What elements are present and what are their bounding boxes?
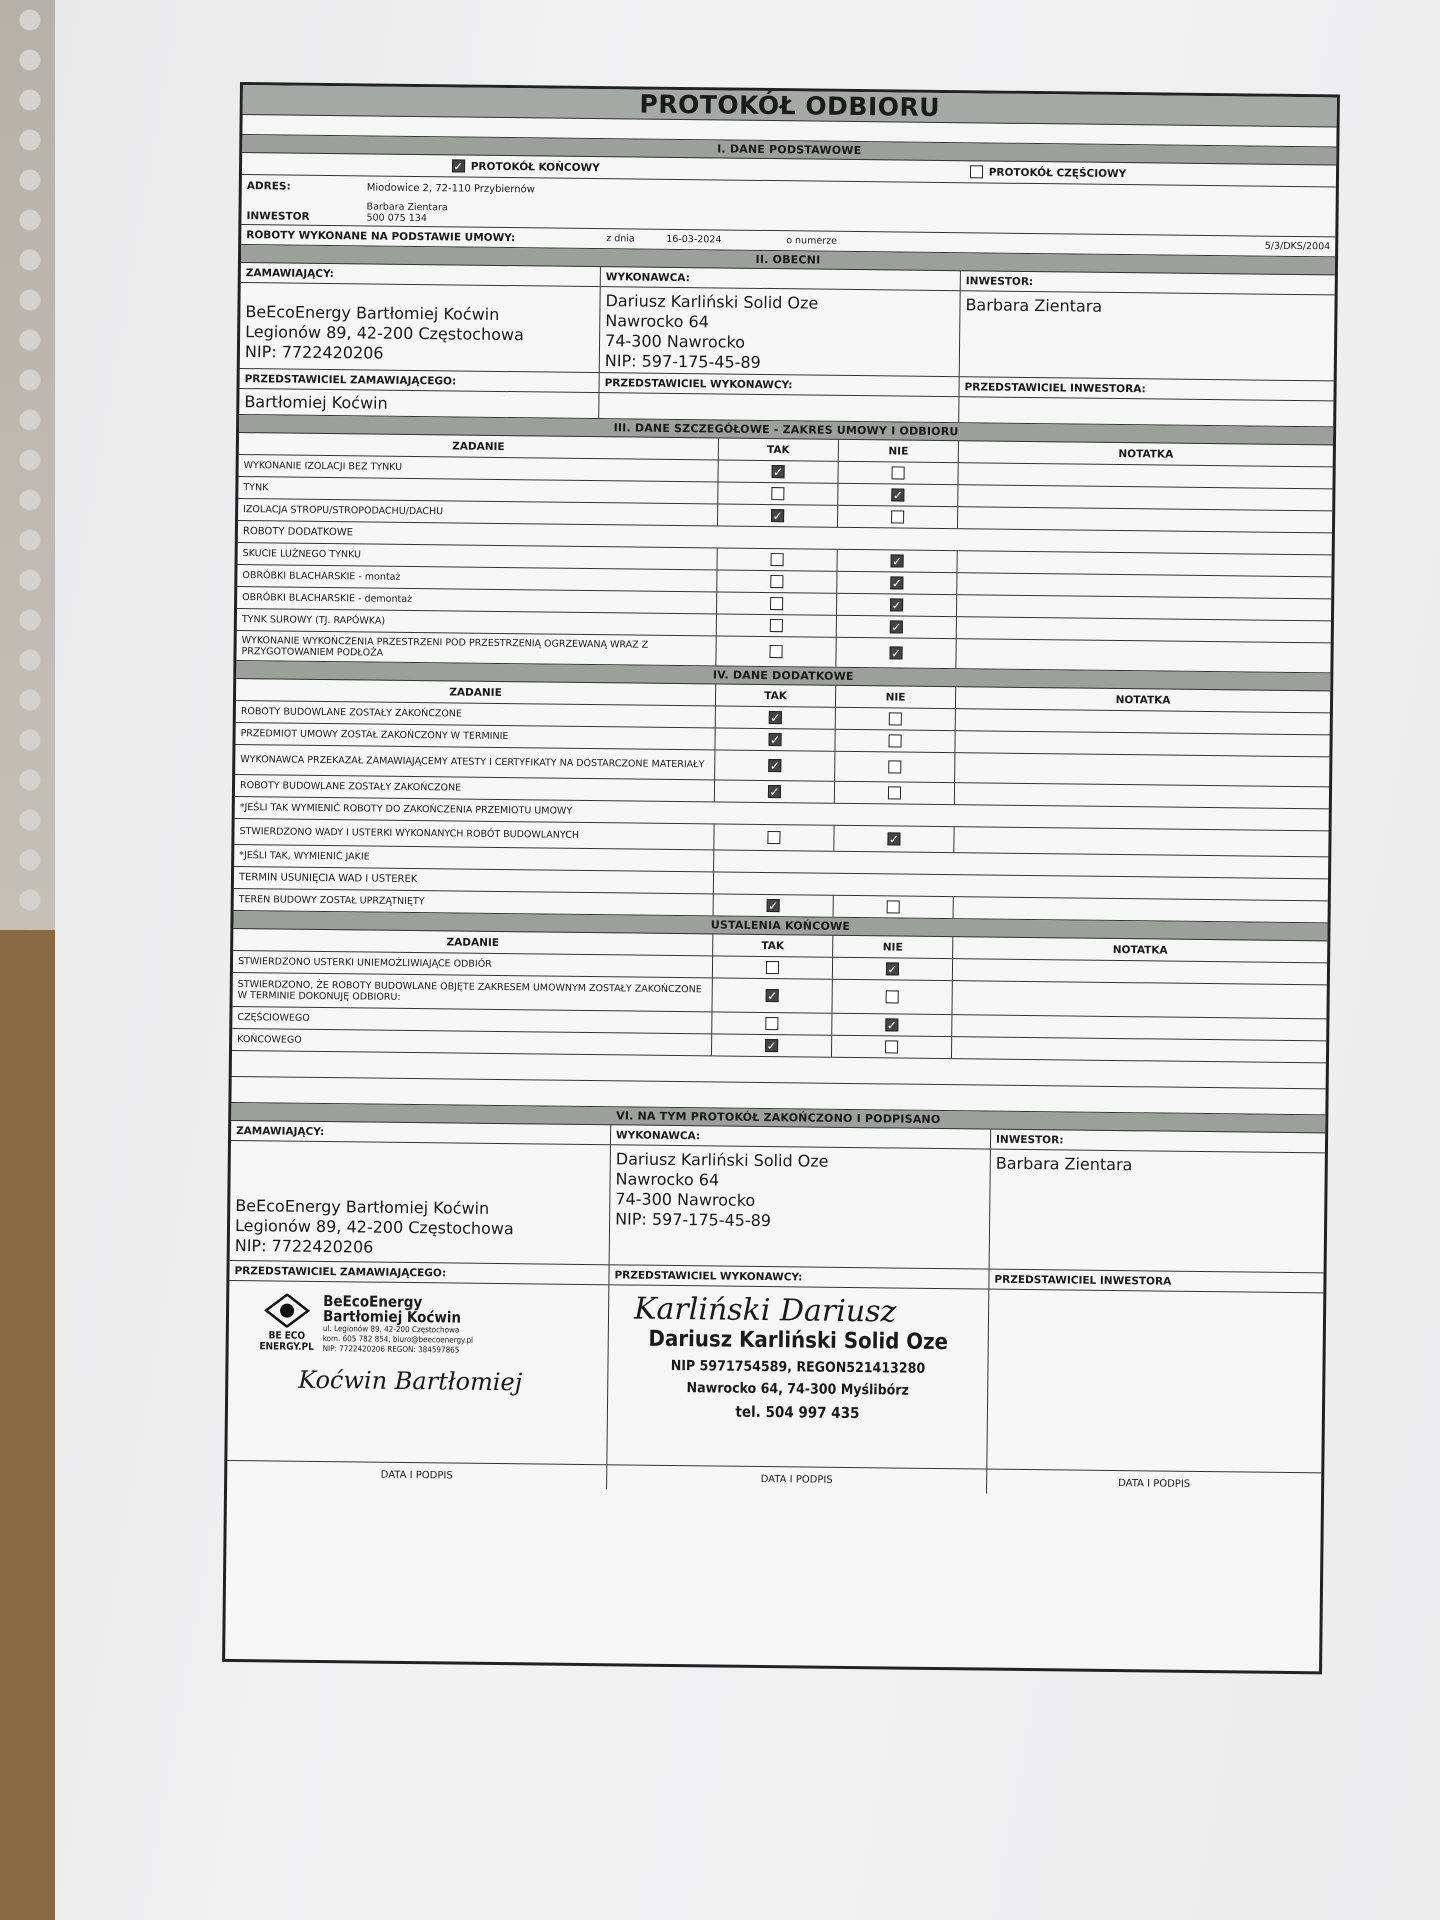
orderer-signature: Koćwin Bartłomiej	[298, 1365, 523, 1397]
signers-row	[230, 1141, 1325, 1273]
section-2-header: II. OBECNI	[241, 245, 1335, 275]
task-label: CZĘŚCIOWEGO	[232, 1007, 712, 1033]
final-protocol-option[interactable]: ✓ PROTOKÓŁ KOŃCOWY	[453, 158, 600, 174]
orderer-details: BeEcoEnergy Bartłomiej Koćwin Legionów 89, 42-200 Częstochowa NIP: 7722420206	[240, 283, 601, 372]
orderer-stamp: BE ECO ENERGY.PL BeEcoEnergy Bartłomiej Koćwin ul. Legionów 89, 42-200 Częstochowa kom. 605 782 854, biuro@beecoenergy.pl NIP: 7722420206 REGON: 384597865 Koćwin Bartłomiej	[227, 1281, 609, 1464]
signers-rep-header: PRZEDSTAWICIEL ZAMAWIAJĄCEGO: PRZEDSTAWICIEL WYKONAWCY: PRZEDSTAWICIEL INWESTORA	[229, 1261, 1323, 1293]
no-checkbox[interactable]: ✓	[891, 575, 902, 591]
task-label: TEREN BUDOWY ZOSTAŁ UPRZĄTNIĘTY	[234, 889, 714, 915]
investor-label-2: INWESTOR:	[965, 274, 1034, 288]
note-cell[interactable]	[952, 981, 1326, 1018]
no-checkbox[interactable]: ✓	[887, 961, 898, 977]
no-checkbox[interactable]	[891, 510, 904, 523]
task-label: WYKONAWCA PRZEKAZAŁ ZAMAWIAJĄCEMY ATESTY I CERTYFIKATY NA DOSTARCZONE MATERIAŁY	[235, 745, 715, 779]
sign-footer-row: DATA I PODPIS DATA I PODPIS DATA I PODPIS	[227, 1461, 1321, 1497]
yes-checkbox[interactable]	[766, 961, 779, 974]
contractor-signature: Karliński Dariusz	[633, 1291, 897, 1330]
no-checkbox[interactable]: ✓	[892, 487, 903, 503]
extra-works-label: ROBOTY DODATKOWE	[242, 526, 354, 539]
task-label: OBRÓBKI BLACHARSKIE - montaż	[237, 565, 717, 591]
no-checkbox[interactable]	[887, 900, 900, 913]
note-cell[interactable]	[952, 1037, 1326, 1062]
leaf-logo-icon	[264, 1293, 310, 1328]
note-cell[interactable]	[958, 507, 1332, 532]
note-cell[interactable]	[952, 1015, 1326, 1040]
investor-label: INWESTOR	[246, 210, 310, 223]
task-label: STWIERDZONO WADY I USTERKI WYKONANYCH ROBÓT BUDOWLANYCH	[234, 819, 714, 849]
note-cell[interactable]	[955, 753, 1329, 786]
no-checkbox[interactable]	[888, 760, 901, 773]
col-note: NOTATKA	[1115, 693, 1171, 707]
rep-orderer: Bartłomiej Koćwin	[239, 389, 599, 418]
note-cell[interactable]	[954, 897, 1328, 922]
task-label: STWIERDZONO USTERKI UNIEMOŻLIWIAJĄCE ODBIÓR	[233, 951, 713, 977]
task-label: IZOLACJA STROPU/STROPODACHU/DACHU	[238, 499, 718, 525]
no-checkbox[interactable]	[888, 734, 901, 747]
final-protocol-checkbox[interactable]: ✓	[453, 158, 464, 174]
note-cell[interactable]	[953, 959, 1327, 984]
yes-checkbox[interactable]: ✓	[769, 732, 781, 747]
lace-tablecloth	[0, 0, 60, 930]
col-note: NOTATKA	[1118, 447, 1174, 461]
yes-checkbox[interactable]	[770, 619, 783, 632]
col-no: NIE	[833, 936, 953, 958]
deadline-row: TERMIN USUNIĘCIA WAD I USTEREK	[234, 867, 1328, 901]
task-label: ROBOTY BUDOWLANE ZOSTAŁY ZAKOŃCZONE	[235, 775, 715, 801]
partial-protocol-checkbox[interactable]	[970, 165, 983, 178]
section-6-header: VI. NA TYM PROTOKÓŁ ZAKOŃCZONO I PODPISANO	[231, 1103, 1325, 1133]
no-checkbox[interactable]: ✓	[888, 831, 900, 847]
contract-date: 16-03-2024	[666, 233, 722, 246]
signatures-row	[227, 1281, 1323, 1473]
stamp-logo-text: BE ECO ENERGY.PL	[259, 1330, 314, 1353]
yes-checkbox[interactable]	[771, 553, 784, 566]
section-3-header: III. DANE SZCZEGÓŁOWE - ZAKRES UMOWY I ODBIORU	[239, 415, 1333, 445]
contractor-label: WYKONAWCA:	[601, 267, 961, 290]
col-note: NOTATKA	[1112, 943, 1168, 957]
yes-checkbox[interactable]	[767, 831, 780, 844]
no-checkbox[interactable]	[885, 1040, 898, 1053]
paper-sheet	[55, 0, 1440, 1920]
contract-number: 5/3/DKS/2004	[1264, 240, 1331, 253]
partial-protocol-option[interactable]: PROTOKÓŁ CZĘŚCIOWY	[970, 165, 1127, 180]
task-label: TYNK	[238, 477, 718, 503]
note-cell[interactable]	[957, 551, 1331, 576]
note-cell[interactable]	[954, 827, 1328, 856]
note-cell[interactable]	[958, 463, 1332, 488]
address-value: Miodowice 2, 72-110 Przybiernów	[366, 181, 535, 195]
no-checkbox[interactable]	[886, 990, 899, 1003]
rep-contractor-label: PRZEDSTAWICIEL WYKONAWCY:	[600, 373, 960, 396]
no-checkbox[interactable]: ✓	[891, 619, 902, 635]
rep-investor-label: PRZEDSTAWICIEL INWESTORA:	[964, 380, 1146, 395]
no-checkbox[interactable]: ✓	[891, 597, 902, 613]
col-task: ZADANIE	[239, 433, 719, 459]
date-label: z dnia	[606, 233, 635, 245]
investor-phone: 500 075 134	[366, 211, 427, 224]
contract-label: ROBOTY WYKONANE NA PODSTAWIE UMOWY:	[246, 228, 516, 244]
no-checkbox[interactable]	[892, 466, 905, 479]
contractor-details: Dariusz Karliński Solid Oze Nawrocko 64 74-300 Nawrocko NIP: 597-175-45-89	[600, 287, 961, 376]
task-label: PRZEDMIOT UMOWY ZOSTAŁ ZAKOŃCZONY W TERMINIE	[235, 723, 715, 749]
section-1-header: I. DANE PODSTAWOWE	[242, 135, 1336, 165]
col-no: NIE	[839, 440, 959, 462]
contractor-stamp: Karliński Dariusz Dariusz Karliński Solid Oze NIP 5971754589, REGON521413280 Nawrocko 64, 74-300 Myślibórz tel. 504 997 435	[607, 1285, 989, 1468]
note-cell[interactable]	[956, 639, 1330, 672]
investor-details-2: Barbara Zientara	[995, 1153, 1133, 1175]
contractor-details-2: Dariusz Karliński Solid Oze Nawrocko 64 74-300 Nawrocko NIP: 597-175-45-89	[610, 1145, 991, 1268]
yes-checkbox[interactable]: ✓	[768, 898, 779, 913]
note-cell[interactable]	[956, 709, 1330, 734]
task-label: TYNK SUROWY (TJ. RAPÓWKA)	[237, 609, 717, 635]
yes-checkbox[interactable]: ✓	[766, 1038, 777, 1053]
investor-name: Barbara Zientara	[366, 200, 448, 213]
yes-checkbox[interactable]	[769, 645, 782, 658]
note-row-2: *JEŚLI TAK, WYMIENIĆ JAKIE	[234, 845, 1328, 879]
yes-checkbox[interactable]: ✓	[773, 464, 784, 479]
yes-checkbox[interactable]: ✓	[769, 784, 780, 799]
col-task: ZADANIE	[233, 929, 713, 955]
investor-signature-area	[987, 1290, 1323, 1473]
protocol-form	[222, 82, 1340, 1674]
note-cell[interactable]	[958, 485, 1332, 510]
form-title: PROTOKÓŁ ODBIORU	[243, 85, 1337, 127]
no-checkbox[interactable]: ✓	[886, 1017, 897, 1033]
no-checkbox[interactable]: ✓	[890, 645, 902, 661]
col-no: NIE	[836, 686, 956, 708]
note-cell[interactable]	[957, 617, 1331, 642]
yes-checkbox[interactable]	[770, 597, 783, 610]
note-cell[interactable]	[957, 595, 1331, 620]
col-yes: TAK	[719, 438, 839, 460]
no-checkbox[interactable]	[889, 712, 902, 725]
orderer-label: ZAMAWIAJĄCY:	[241, 263, 601, 286]
no-checkbox[interactable]	[888, 786, 901, 799]
yes-checkbox[interactable]	[771, 487, 784, 500]
section-5-header: USTALENIA KOŃCOWE	[233, 911, 1327, 941]
yes-checkbox[interactable]	[770, 575, 783, 588]
number-label: o numerze	[786, 235, 838, 247]
section-4-header: IV. DANE DODATKOWE	[236, 661, 1330, 691]
note-cell[interactable]	[957, 573, 1331, 598]
yes-checkbox[interactable]: ✓	[770, 710, 781, 725]
task-label: STWIERDZONO, ŻE ROBOTY BUDOWLANE OBJĘTE ZAKRESEM UMOWNYM ZOSTAŁY ZAKOŃCZONE W TERMINIE DOKONUJĘ ODBIORU:	[233, 973, 713, 1011]
col-task: ZADANIE	[236, 679, 716, 705]
yes-checkbox[interactable]	[765, 1017, 778, 1030]
address-label: ADRES:	[246, 180, 291, 193]
task-label: SKUCIE LUŹNEGO TYNKU	[238, 543, 718, 569]
col-yes: TAK	[713, 934, 833, 956]
note-row-1: *JEŚLI TAK WYMIENIĆ ROBOTY DO ZAKOŃCZENIA PRZEMIOTU UMOWY	[235, 797, 1329, 831]
yes-checkbox[interactable]: ✓	[772, 508, 783, 523]
task-label: WYKONANIE WYKOŃCZENIA PRZESTRZENI POD PRZESTRZENIĄ OGRZEWANĄ WRAZ Z PRZYGOTOWANIEM PODŁOŻA	[236, 631, 716, 665]
yes-checkbox[interactable]: ✓	[767, 988, 778, 1003]
signers-header-row: ZAMAWIAJĄCY: WYKONAWCA: INWESTOR:	[231, 1121, 1325, 1153]
task-label: WYKONANIE IZOLACJI BEZ TYNKU	[239, 455, 719, 481]
col-yes: TAK	[716, 684, 836, 706]
orderer-details-2: BeEcoEnergy Bartłomiej Koćwin Legionów 89, 42-200 Częstochowa NIP: 7722420206	[230, 1141, 611, 1264]
note-cell[interactable]	[955, 731, 1329, 756]
parties-row	[240, 283, 1335, 381]
investor-details: Barbara Zientara	[965, 295, 1103, 316]
yes-checkbox[interactable]: ✓	[769, 758, 780, 773]
rep-orderer-label: PRZEDSTAWICIEL ZAMAWIAJĄCEGO:	[240, 369, 600, 392]
no-checkbox[interactable]: ✓	[891, 553, 903, 569]
task-label: OBRÓBKI BLACHARSKIE - demontaż	[237, 587, 717, 613]
note-cell[interactable]	[955, 783, 1329, 808]
task-label: ROBOTY BUDOWLANE ZOSTAŁY ZAKOŃCZONE	[236, 701, 716, 727]
task-label: KOŃCOWEGO	[232, 1029, 712, 1055]
